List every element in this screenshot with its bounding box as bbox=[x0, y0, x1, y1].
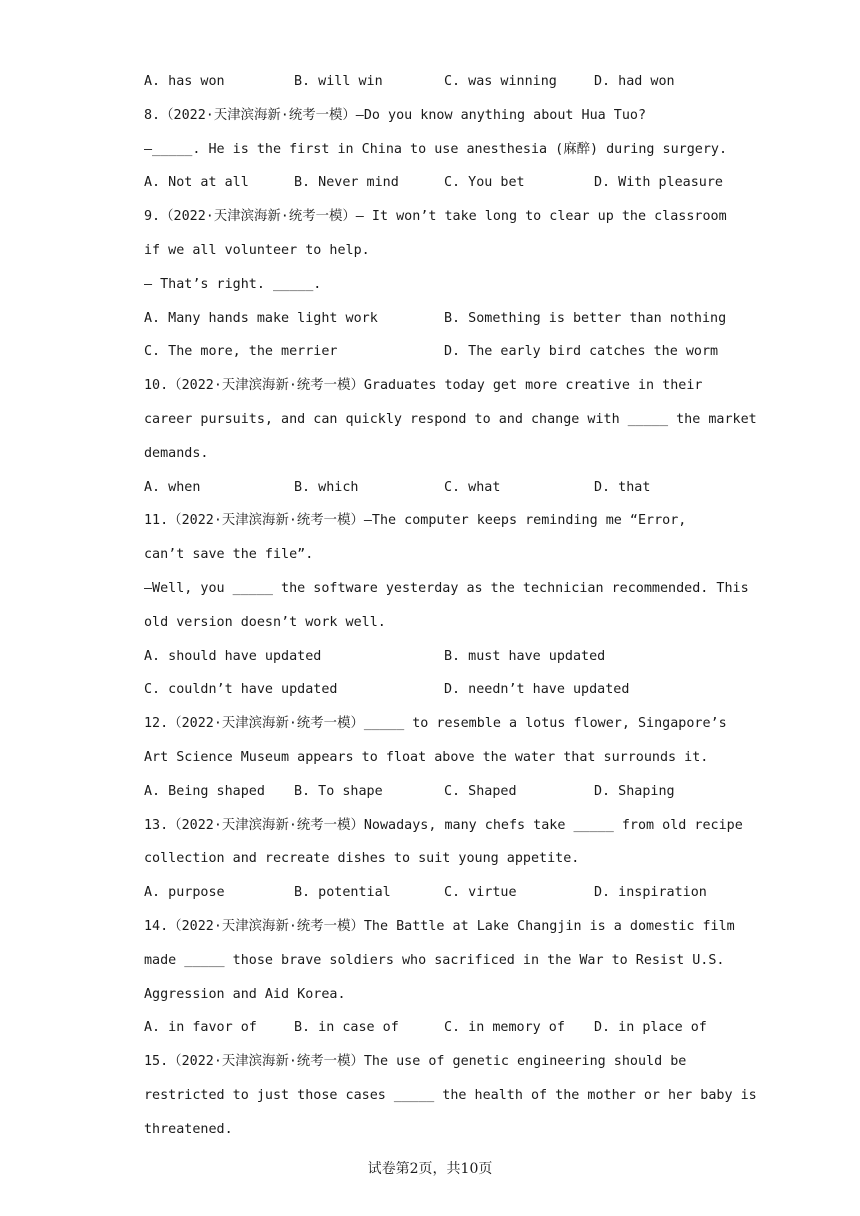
answer-option: B. potential bbox=[294, 885, 391, 901]
answer-option: D. in place of bbox=[594, 1020, 707, 1036]
question-text-line: demands. bbox=[144, 445, 209, 461]
options-row bbox=[144, 775, 718, 809]
question-text-line: 14.（2022·天津滨海新·统考一模）The Battle at Lake Changjin is a domestic film bbox=[144, 919, 735, 934]
question-text-line: if we all volunteer to help. bbox=[144, 243, 370, 258]
question-text-line: old version doesn’t work well. bbox=[144, 614, 386, 630]
question-text-line: —_____. He is the first in China to use anesthesia (麻醉) during surgery. bbox=[144, 141, 728, 157]
question-text-line: career pursuits, and can quickly respond to and change with _____ the market bbox=[144, 412, 757, 427]
answer-option: B. To shape bbox=[294, 783, 383, 799]
options-row bbox=[144, 1011, 718, 1045]
answer-option: D. had won bbox=[594, 74, 675, 89]
answer-option: C. in memory of bbox=[444, 1020, 565, 1036]
question-text-line: 8.（2022·天津滨海新·统考一模）—Do you know anything about Hua Tuo? bbox=[144, 107, 647, 123]
answer-option: B. in case of bbox=[294, 1020, 399, 1036]
answer-option: D. inspiration bbox=[594, 885, 707, 901]
question-text-line: 9.（2022·天津滨海新·统考一模）— It won’t take long to clear up the classroom bbox=[144, 209, 727, 225]
question-text-line: 11.（2022·天津滨海新·统考一模）—The computer keeps reminding me “Error, bbox=[144, 513, 687, 529]
options-row bbox=[144, 302, 727, 336]
answer-option: C. was winning bbox=[444, 74, 557, 89]
question-text-line: made _____ those brave soldiers who sacrificed in the War to Resist U.S. bbox=[144, 952, 725, 968]
answer-option: B. will win bbox=[294, 74, 383, 89]
question-text-line: 15.（2022·天津滨海新·统考一模）The use of genetic engineering should be bbox=[144, 1054, 687, 1070]
answer-option: A. in favor of bbox=[144, 1020, 257, 1036]
options-row bbox=[144, 65, 718, 99]
question-text-line: collection and recreate dishes to suit young appetite. bbox=[144, 851, 580, 867]
answer-option: D. With pleasure bbox=[594, 175, 723, 191]
answer-option: B. which bbox=[294, 479, 359, 495]
question-text-line: Art Science Museum appears to float above the water that surrounds it. bbox=[144, 750, 709, 765]
answer-option: A. Many hands make light work bbox=[144, 310, 378, 326]
answer-option: B. must have updated bbox=[444, 648, 606, 664]
answer-option: A. has won bbox=[144, 74, 225, 89]
answer-option: A. Being shaped bbox=[144, 783, 265, 799]
answer-option: A. when bbox=[144, 479, 201, 495]
options-row bbox=[144, 876, 718, 910]
answer-option: A. Not at all bbox=[144, 175, 249, 191]
options-row bbox=[144, 673, 718, 707]
options-row bbox=[144, 471, 718, 505]
answer-option: C. what bbox=[444, 479, 501, 495]
options-row bbox=[144, 640, 718, 674]
answer-option: D. Shaping bbox=[594, 783, 675, 799]
question-text-line: 10.（2022·天津滨海新·统考一模）Graduates today get more creative in their bbox=[144, 378, 703, 394]
answer-option: C. Shaped bbox=[444, 783, 517, 799]
answer-option: D. The early bird catches the worm bbox=[444, 344, 719, 360]
answer-option: C. virtue bbox=[444, 885, 517, 901]
answer-option: C. You bet bbox=[444, 175, 525, 191]
options-row bbox=[144, 335, 718, 369]
question-text-line: Aggression and Aid Korea. bbox=[144, 986, 346, 1002]
answer-option: C. The more, the merrier bbox=[144, 344, 338, 360]
answer-option: A. purpose bbox=[144, 885, 225, 901]
answer-option: B. Never mind bbox=[294, 175, 399, 191]
question-text-line: can’t save the file”. bbox=[144, 547, 314, 563]
options-row bbox=[144, 166, 723, 200]
answer-option: B. Something is better than nothing bbox=[444, 310, 727, 326]
answer-option: C. couldn’t have updated bbox=[144, 682, 338, 698]
question-text-line: 13.（2022·天津滨海新·统考一模）Nowadays, many chefs take _____ from old recipe bbox=[144, 817, 743, 833]
answer-option: D. that bbox=[594, 479, 651, 495]
page-footer: 试卷第2页，共10页 bbox=[367, 1161, 493, 1177]
answer-option: A. should have updated bbox=[144, 648, 322, 664]
question-text-line: — That’s right. _____. bbox=[144, 276, 322, 292]
question-text-line: restricted to just those cases _____ the health of the mother or her baby is bbox=[144, 1088, 757, 1103]
question-text-line: —Well, you _____ the software yesterday as the technician recommended. This bbox=[144, 581, 749, 596]
answer-option: D. needn’t have updated bbox=[444, 682, 630, 698]
question-text-line: threatened. bbox=[144, 1121, 233, 1137]
question-text-line: 12.（2022·天津滨海新·统考一模）_____ to resemble a lotus flower, Singapore’s bbox=[144, 716, 727, 732]
